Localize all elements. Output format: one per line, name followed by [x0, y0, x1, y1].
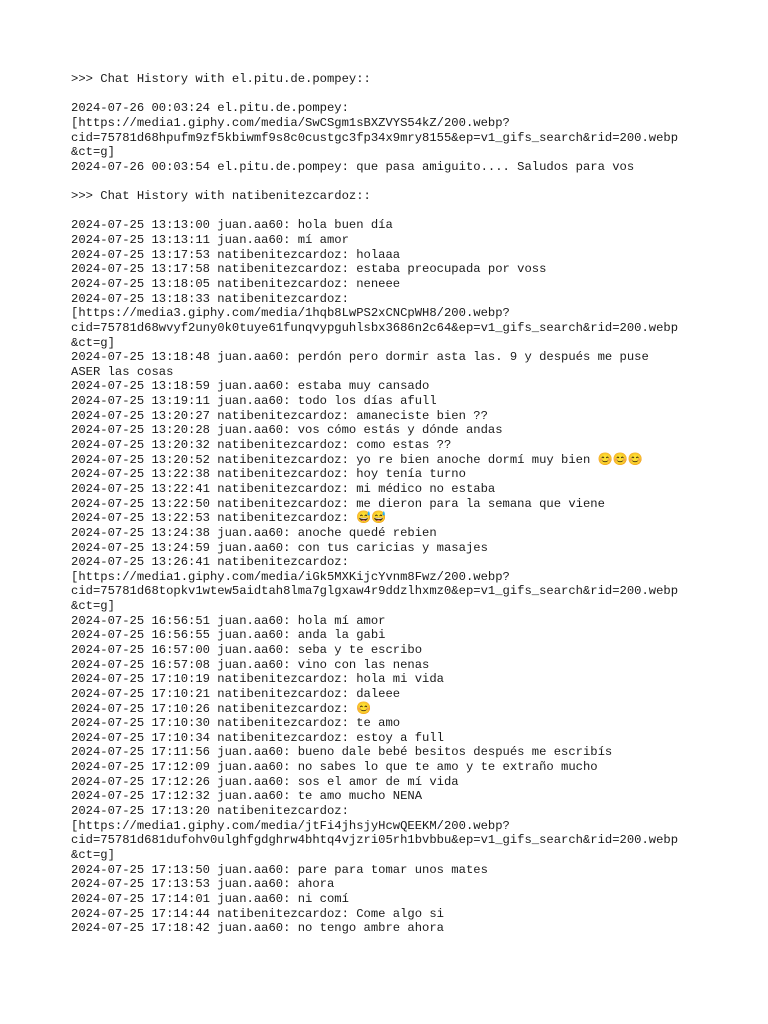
- chat-message-line: 2024-07-25 13:26:41 natibenitezcardoz:: [71, 555, 349, 570]
- chat-section-header: >>> Chat History with el.pitu.de.pompey::: [71, 72, 371, 86]
- chat-message-line: 2024-07-25 16:56:55 juan.aa60: anda la gabi: [71, 628, 386, 643]
- chat-message-continuation: cid=75781d68topkv1wtew5aidtah8lma7glgxaw4r9ddzlhxmz0&ep=v1_gifs_search&rid=200.webp: [71, 584, 679, 599]
- chat-message-line: 2024-07-25 17:18:42 juan.aa60: no tengo ambre ahora: [71, 921, 444, 936]
- chat-message-line: 2024-07-25 13:13:00 juan.aa60: hola buen día: [71, 218, 393, 233]
- chat-message-continuation: [https://media1.giphy.com/media/SwCSgm1sBXZVYS54kZ/200.webp?: [71, 115, 510, 130]
- chat-message-continuation: &ct=g]: [71, 335, 115, 350]
- chat-message-line: 2024-07-25 13:17:58 natibenitezcardoz: estaba preocupada por voss: [71, 262, 547, 277]
- chat-message-continuation: ASER las cosas: [71, 364, 174, 379]
- chat-message-line: 2024-07-25 17:13:53 juan.aa60: ahora: [71, 877, 335, 892]
- chat-message-continuation: cid=75781d68wvyf2uny0k0tuye61funqvypguhlsbx3686n2c64&ep=v1_gifs_search&rid=200.webp: [71, 320, 679, 335]
- chat-message-line: 2024-07-25 17:12:09 juan.aa60: no sabes lo que te amo y te extraño mucho: [71, 760, 598, 775]
- chat-message-line: 2024-07-25 16:57:00 juan.aa60: seba y te escribo: [71, 642, 423, 657]
- chat-message-line: 2024-07-25 13:22:41 natibenitezcardoz: mi médico no estaba: [71, 481, 496, 496]
- chat-message-line: 2024-07-25 13:24:38 juan.aa60: anoche quedé rebien: [71, 525, 437, 540]
- chat-message-line: 2024-07-25 13:20:52 natibenitezcardoz: yo re bien anoche dormí muy bien 😊😊😊: [71, 452, 644, 467]
- chat-message-continuation: [https://media3.giphy.com/media/1hqb8LwPS2xCNCpWH8/200.webp?: [71, 306, 510, 321]
- chat-message-line: 2024-07-25 17:10:30 natibenitezcardoz: te amo: [71, 716, 401, 731]
- chat-message-line: 2024-07-25 13:18:33 natibenitezcardoz:: [71, 291, 349, 306]
- chat-message-line: 2024-07-25 16:56:51 juan.aa60: hola mí amor: [71, 613, 386, 628]
- chat-message-line: 2024-07-25 13:20:27 natibenitezcardoz: amaneciste bien ??: [71, 408, 488, 423]
- chat-message-line: 2024-07-25 17:12:26 juan.aa60: sos el amor de mí vida: [71, 774, 459, 789]
- chat-message-line: 2024-07-25 17:10:26 natibenitezcardoz: 😊: [71, 701, 372, 716]
- chat-message-continuation: &ct=g]: [71, 847, 115, 862]
- chat-message-line: 2024-07-25 13:19:11 juan.aa60: todo los días afull: [71, 394, 437, 409]
- chat-message-continuation: &ct=g]: [71, 145, 115, 160]
- blank-line: [71, 174, 731, 189]
- chat-message-line: 2024-07-25 13:17:53 natibenitezcardoz: holaaa: [71, 247, 401, 262]
- chat-message-line: 2024-07-25 13:18:59 juan.aa60: estaba muy cansado: [71, 379, 430, 394]
- chat-message-continuation: &ct=g]: [71, 599, 115, 614]
- chat-message-line: 2024-07-26 00:03:54 el.pitu.de.pompey: que pasa amiguito.... Saludos para vos: [71, 159, 635, 174]
- chat-history-document: [71, 72, 731, 936]
- chat-message-line: 2024-07-25 13:24:59 juan.aa60: con tus caricias y masajes: [71, 540, 488, 555]
- chat-message-line: 2024-07-25 13:18:05 natibenitezcardoz: neneee: [71, 276, 401, 291]
- chat-section-header: >>> Chat History with natibenitezcardoz::: [71, 189, 371, 204]
- chat-message-line: 2024-07-25 13:22:50 natibenitezcardoz: me dieron para la semana que viene: [71, 496, 605, 511]
- blank-line: [71, 204, 731, 219]
- chat-message-line: 2024-07-25 13:20:32 natibenitezcardoz: como estas ??: [71, 438, 452, 453]
- chat-message-continuation: [https://media1.giphy.com/media/jtFi4jhsjyHcwQEEKM/200.webp?: [71, 818, 510, 833]
- chat-message-line: 2024-07-25 13:22:38 natibenitezcardoz: hoy tenía turno: [71, 467, 466, 482]
- chat-message-continuation: [https://media1.giphy.com/media/iGk5MXKijcYvnm8Fwz/200.webp?: [71, 569, 510, 584]
- chat-message-line: 2024-07-25 13:18:48 juan.aa60: perdón pero dormir asta las. 9 y después me puse: [71, 350, 649, 365]
- chat-message-line: 2024-07-25 17:11:56 juan.aa60: bueno dale bebé besitos después me escribís: [71, 745, 613, 760]
- chat-message-line: 2024-07-25 13:13:11 juan.aa60: mí amor: [71, 233, 349, 248]
- chat-message-line: 2024-07-25 17:14:44 natibenitezcardoz: Come algo si: [71, 906, 444, 921]
- chat-message-line: 2024-07-25 17:14:01 juan.aa60: ni comí: [71, 891, 349, 906]
- chat-message-line: 2024-07-25 17:13:20 natibenitezcardoz:: [71, 804, 349, 819]
- chat-message-line: 2024-07-25 16:57:08 juan.aa60: vino con las nenas: [71, 657, 430, 672]
- chat-message-line: 2024-07-25 17:13:50 juan.aa60: pare para tomar unos mates: [71, 862, 488, 877]
- chat-message-continuation: cid=75781d68hpufm9zf5kbiwmf9s8c0custgc3fp34x9mry8155&ep=v1_gifs_search&rid=200.webp: [71, 130, 679, 145]
- chat-message-continuation: cid=75781d681dufohv0ulghfgdghrw4bhtq4vjzri05rh1bvbbu&ep=v1_gifs_search&rid=200.webp: [71, 833, 679, 848]
- chat-message-line: 2024-07-25 13:20:28 juan.aa60: vos cómo estás y dónde andas: [71, 423, 503, 438]
- chat-message-line: 2024-07-25 17:10:19 natibenitezcardoz: hola mi vida: [71, 672, 444, 687]
- chat-message-line: 2024-07-25 17:12:32 juan.aa60: te amo mucho NENA: [71, 789, 423, 804]
- chat-message-line: 2024-07-25 17:10:21 natibenitezcardoz: daleee: [71, 686, 401, 701]
- chat-message-line: 2024-07-25 17:10:34 natibenitezcardoz: estoy a full: [71, 730, 444, 745]
- chat-message-line: 2024-07-26 00:03:24 el.pitu.de.pompey:: [71, 101, 349, 116]
- chat-message-line: 2024-07-25 13:22:53 natibenitezcardoz: 😅😅: [71, 511, 387, 526]
- blank-line: [71, 87, 731, 102]
